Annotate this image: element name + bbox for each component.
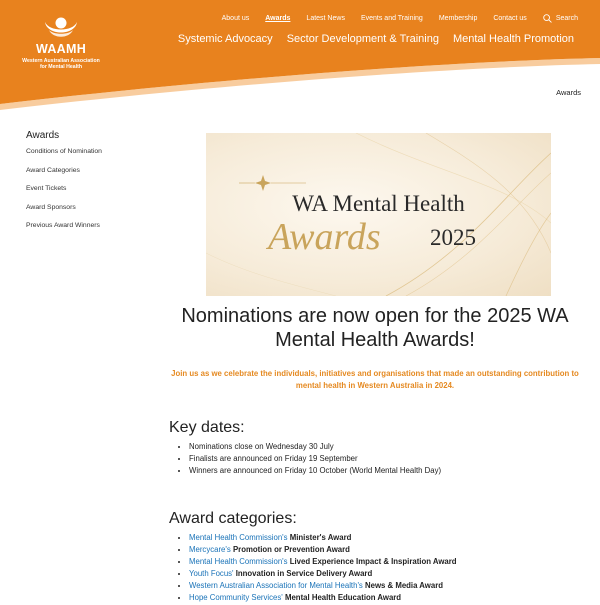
- banner-title-line: WA Mental Health: [292, 191, 465, 216]
- list-item: [189, 545, 457, 557]
- logo-full-name: [18, 58, 104, 71]
- topnav-membership[interactable]: Membership: [438, 15, 478, 22]
- sidebar: [26, 130, 156, 241]
- topnav-events-training[interactable]: Events and Training: [360, 15, 423, 22]
- banner-year: 2025: [430, 225, 476, 250]
- list-item: • Finalists are announced on Friday 19 September: [189, 454, 441, 466]
- topnav-about-us[interactable]: About us: [221, 15, 250, 22]
- sponsor-link[interactable]: Hope Community Services': [189, 593, 283, 602]
- award-categories-list: [178, 533, 457, 605]
- topnav-latest-news[interactable]: Latest News: [306, 15, 345, 22]
- logo-line-1: Western Australian Association: [22, 58, 100, 64]
- top-navigation: [206, 14, 578, 23]
- sidebar-title[interactable]: Awards: [26, 130, 60, 141]
- list-item: [189, 569, 457, 581]
- award-name: Lived Experience Impact & Inspiration Award: [289, 557, 457, 566]
- mainnav-sector-development[interactable]: Sector Development & Training: [286, 33, 439, 45]
- logo-abbreviation: WAAMH: [35, 42, 87, 56]
- sponsor-link[interactable]: Mercycare's: [189, 545, 231, 554]
- logo-figure-icon: [41, 14, 81, 40]
- award-name: Promotion or Prevention Award: [232, 545, 350, 554]
- waamh-logo[interactable]: [18, 14, 104, 71]
- topnav-awards[interactable]: Awards: [265, 15, 291, 22]
- breadcrumb[interactable]: Awards: [556, 88, 581, 97]
- award-categories-heading: Award categories:: [169, 510, 297, 527]
- sidebar-item-sponsors[interactable]: Award Sponsors: [26, 203, 76, 211]
- awards-banner: [206, 133, 551, 296]
- sidebar-item-conditions[interactable]: Conditions of Nomination: [26, 148, 102, 155]
- list-item: • Winners are announced on Friday 10 October (World Mental Health Day): [189, 466, 441, 478]
- mainnav-mental-health-promotion[interactable]: Mental Health Promotion: [452, 33, 574, 45]
- sponsor-link[interactable]: Mental Health Commission's: [189, 557, 288, 566]
- award-name: Mental Health Education Award: [284, 593, 402, 602]
- award-name: Innovation in Service Delivery Award: [235, 569, 373, 578]
- list-item: • Nominations close on Wednesday 30 July: [189, 442, 441, 454]
- logo-line-2: for Mental Health: [39, 64, 83, 71]
- sponsor-link[interactable]: Youth Focus': [189, 569, 234, 578]
- sidebar-item-previous-winners[interactable]: Previous Award Winners: [26, 222, 100, 229]
- search-label: Search: [555, 15, 578, 22]
- key-dates-heading: Key dates:: [169, 419, 245, 436]
- key-dates-list: [178, 442, 441, 478]
- topnav-contact-us[interactable]: Contact us: [493, 15, 527, 22]
- list-item: [189, 581, 457, 593]
- list-item: [189, 557, 457, 569]
- main-navigation: [164, 33, 574, 45]
- sponsor-link[interactable]: Western Australian Association for Mental Health's: [189, 581, 363, 590]
- site-header: [0, 0, 600, 112]
- award-name: News & Media Award: [365, 581, 443, 590]
- intro-text: Join us as we celebrate the individuals, initiatives and organisations that made an outstanding contribution to mental health in Western Australia in 2024.: [171, 369, 579, 390]
- list-item: [189, 593, 457, 605]
- mainnav-systemic-advocacy[interactable]: Systemic Advocacy: [177, 33, 273, 45]
- sponsor-link[interactable]: Mental Health Commission's: [189, 533, 288, 542]
- banner-awards-script: Awards: [268, 216, 381, 258]
- page-headline: Nominations are now open for the 2025 WA Mental Health Awards!: [181, 305, 569, 351]
- sidebar-item-categories[interactable]: Award Categories: [26, 166, 80, 174]
- list-item: [189, 533, 457, 545]
- search-button[interactable]: [543, 14, 578, 23]
- search-icon: [543, 14, 552, 23]
- award-name: Minister's Award: [289, 533, 352, 542]
- sidebar-item-tickets[interactable]: Event Tickets: [26, 185, 67, 192]
